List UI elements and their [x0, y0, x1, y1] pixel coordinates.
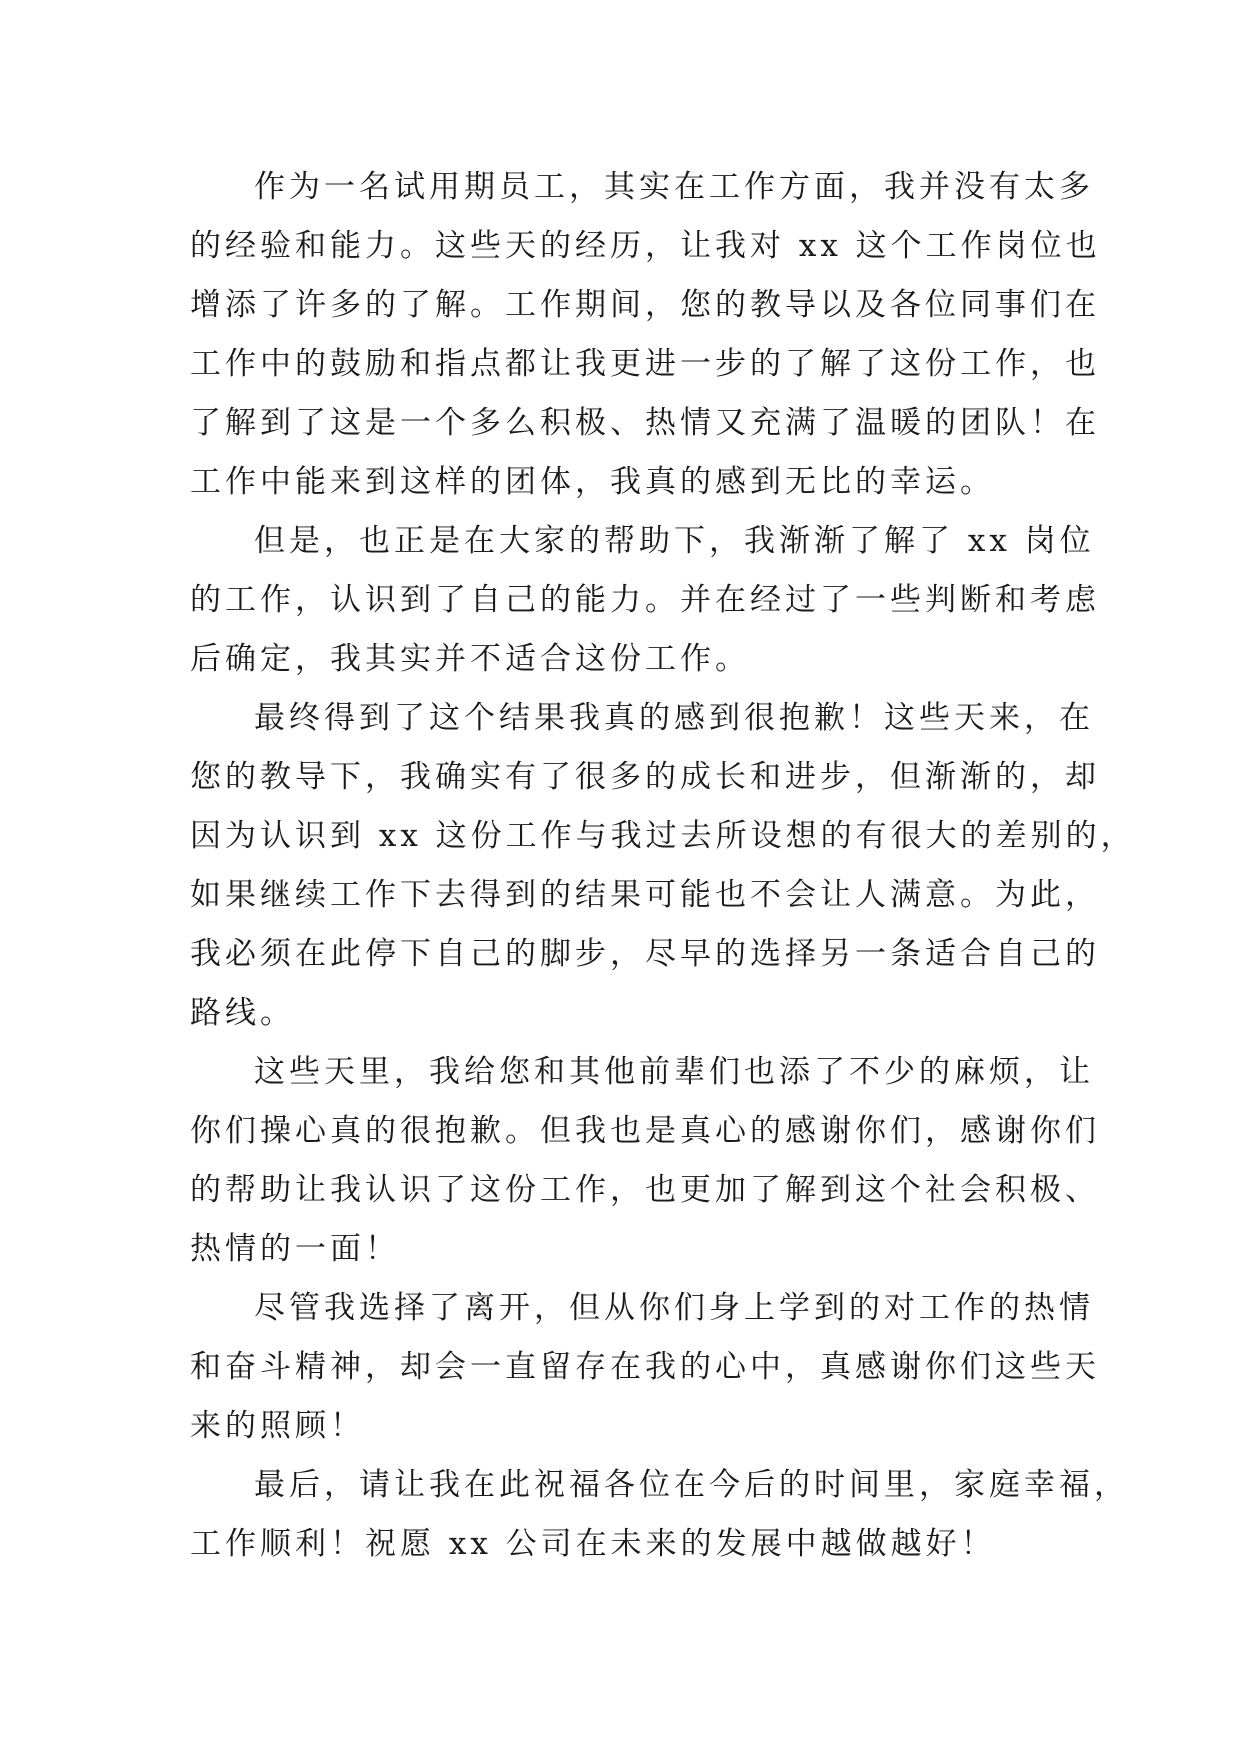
text-line: 的工作，认识到了自己的能力。并在经过了一些判断和考虑: [190, 582, 1100, 618]
text-line: 来的照顾！: [190, 1408, 365, 1444]
text-line: 最终得到了这个结果我真的感到很抱歉！这些天来，在: [254, 700, 1094, 736]
text-line: 了解到了这是一个多么积极、热情又充满了温暖的团队！在: [190, 405, 1100, 441]
text-line: 如果继续工作下去得到的结果可能也不会让人满意。为此，: [190, 877, 1100, 913]
document-body: [190, 158, 1136, 1574]
text-line: 工作顺利！祝愿 xx 公司在未来的发展中越做越好！: [190, 1526, 996, 1562]
text-line: 和奋斗精神，却会一直留存在我的心中，真感谢你们这些天: [190, 1349, 1100, 1385]
text-line: 的经验和能力。这些天的经历，让我对 xx 这个工作岗位也: [190, 228, 1101, 264]
paragraph: [190, 512, 1100, 689]
paragraph: [190, 689, 1136, 1043]
text-line: 的帮助让我认识了这份工作，也更加了解到这个社会积极、: [190, 1172, 1100, 1208]
text-line: 工作中的鼓励和指点都让我更进一步的了解了这份工作，也: [190, 346, 1100, 382]
paragraph: [190, 158, 1101, 512]
paragraph: [190, 1279, 1100, 1456]
text-line: 因为认识到 xx 这份工作与我过去所设想的有很大的差别的，: [190, 818, 1136, 854]
text-line: 尽管我选择了离开，但从你们身上学到的对工作的热情: [254, 1290, 1094, 1326]
text-line: 这些天里，我给您和其他前辈们也添了不少的麻烦，让: [254, 1054, 1094, 1090]
text-line: 我必须在此停下自己的脚步，尽早的选择另一条适合自己的: [190, 936, 1100, 972]
text-line: 但是，也正是在大家的帮助下，我渐渐了解了 xx 岗位: [254, 523, 1095, 559]
text-line: 最后，请让我在此祝福各位在今后的时间里，家庭幸福，: [254, 1467, 1129, 1503]
text-line: 您的教导下，我确实有了很多的成长和进步，但渐渐的，却: [190, 759, 1100, 795]
paragraph: [190, 1456, 1129, 1574]
text-line: 热情的一面！: [190, 1231, 400, 1267]
text-line: 你们操心真的很抱歉。但我也是真心的感谢你们，感谢你们: [190, 1113, 1100, 1149]
text-line: 作为一名试用期员工，其实在工作方面，我并没有太多: [254, 169, 1094, 205]
text-line: 路线。: [190, 995, 295, 1031]
text-line: 增添了许多的了解。工作期间，您的教导以及各位同事们在: [190, 287, 1100, 323]
paragraph: [190, 1043, 1100, 1279]
text-line: 后确定，我其实并不适合这份工作。: [190, 641, 750, 677]
text-line: 工作中能来到这样的团体，我真的感到无比的幸运。: [190, 464, 995, 500]
